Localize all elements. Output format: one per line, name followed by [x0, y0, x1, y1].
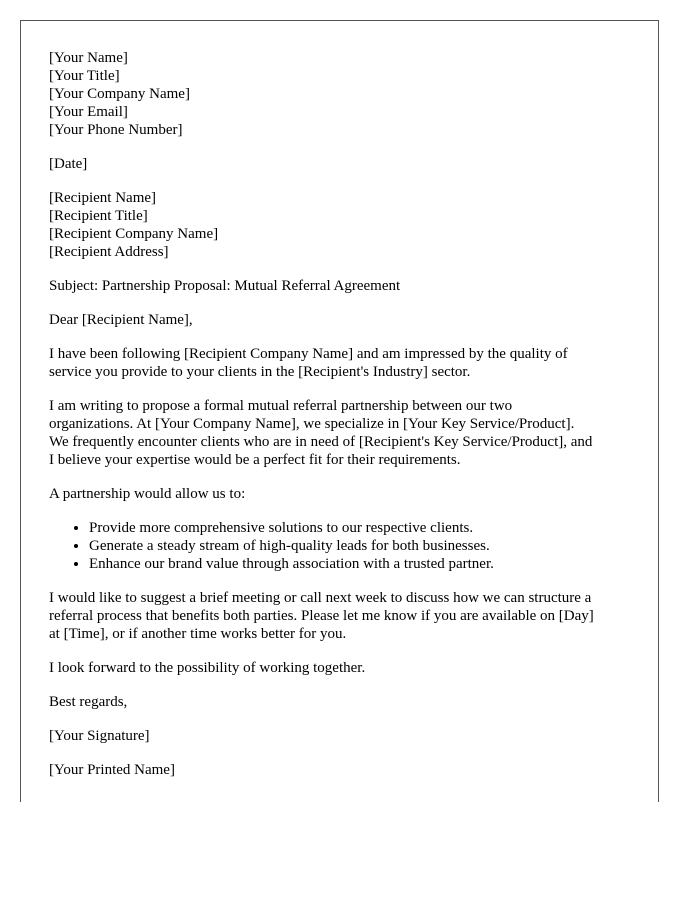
recipient-block [49, 189, 630, 261]
paragraph-line: I am writing to propose a formal mutual referral partnership between our two [49, 398, 513, 414]
letter-page [20, 20, 659, 802]
sender-company: [Your Company Name] [49, 86, 190, 102]
paragraph-line: We frequently encounter clients who are in need of [Recipient's Key Service/Product], and [49, 434, 593, 450]
list-item: • Provide more comprehensive solutions to our respective clients. [89, 519, 630, 537]
paragraph-line: referral process that benefits both parties. Please let me know if you are available on [Day] [49, 608, 594, 624]
recipient-address: [Recipient Address] [49, 244, 169, 260]
paragraph-meeting [49, 589, 630, 643]
paragraph-proposal [49, 397, 630, 469]
recipient-title: [Recipient Title] [49, 208, 148, 224]
list-item: • Enhance our brand value through association with a trusted partner. [89, 555, 630, 573]
sender-title: [Your Title] [49, 68, 120, 84]
paragraph-closing-remark: I look forward to the possibility of working together. [49, 660, 366, 676]
paragraph-line: I believe your expertise would be a perfect fit for their requirements. [49, 452, 461, 468]
subject-line: Subject: Partnership Proposal: Mutual Referral Agreement [49, 278, 401, 294]
recipient-company: [Recipient Company Name] [49, 226, 219, 242]
closing: Best regards, [49, 694, 128, 710]
signature: [Your Signature] [49, 728, 150, 744]
paragraph-line: I have been following [Recipient Company Name] and am impressed by the quality of [49, 346, 568, 362]
sender-phone: [Your Phone Number] [49, 122, 183, 138]
paragraph-line: organizations. At [Your Company Name], we specialize in [Your Key Service/Product]. [49, 416, 575, 432]
sender-name: [Your Name] [49, 50, 128, 66]
paragraph-benefits-intro: A partnership would allow us to: [49, 486, 246, 502]
recipient-name: [Recipient Name] [49, 190, 157, 206]
salutation: Dear [Recipient Name], [49, 312, 193, 328]
list-item: • Generate a steady stream of high-quality leads for both businesses. [89, 537, 630, 555]
sender-email: [Your Email] [49, 104, 128, 120]
paragraph-line: I would like to suggest a brief meeting or call next week to discuss how we can structure a [49, 590, 592, 606]
letter-date: [Date] [49, 156, 88, 172]
paragraph-line: service you provide to your clients in the [Recipient's Industry] sector. [49, 364, 471, 380]
paragraph-line: at [Time], or if another time works better for you. [49, 626, 347, 642]
benefits-list [49, 519, 630, 573]
date-block [49, 155, 630, 173]
paragraph-intro [49, 345, 630, 381]
printed-name: [Your Printed Name] [49, 762, 175, 778]
sender-block [49, 49, 630, 139]
